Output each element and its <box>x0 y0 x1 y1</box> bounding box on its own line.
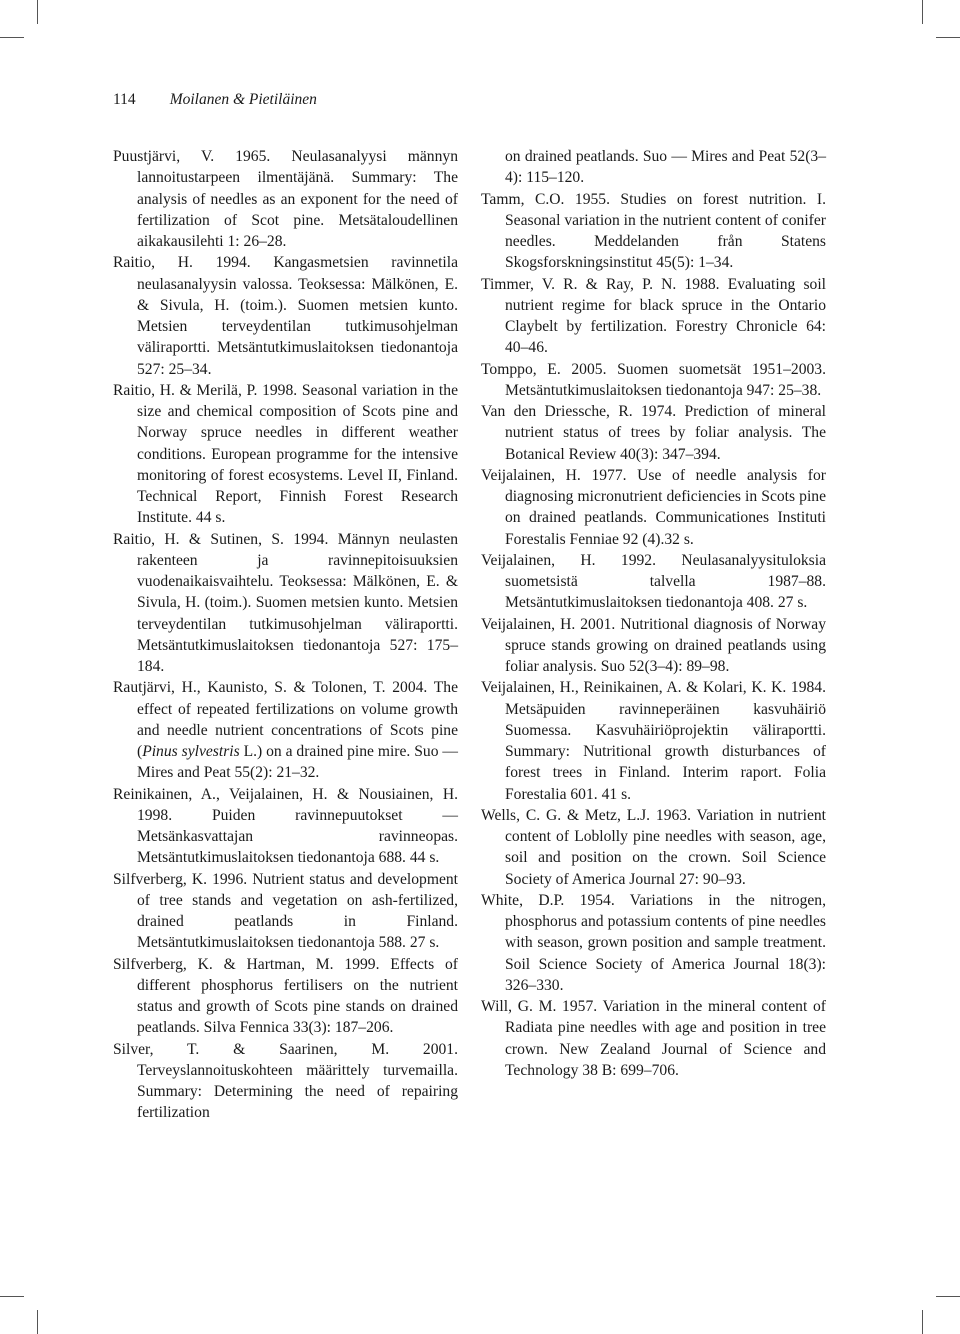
crop-mark <box>0 1296 24 1297</box>
crop-mark <box>936 1296 960 1297</box>
reference-entry: Will, G. M. 1957. Variation in the mineral content of Radiata pine needles with age and position in tree crown. New Zealand Journal of Science and Technology 38 B: 699–706. <box>481 998 826 1079</box>
reference-entry: Rautjärvi, H., Kaunisto, S. & Tolonen, T. 2004. The effect of repeated fertilizations on volume growth and needle nutrient concentrations of Scots pine (Pinus sylvestris L.) on a drained pine mire. Suo — Mires and Peat 55(2): 21–32. <box>113 679 458 782</box>
crop-mark <box>936 37 960 38</box>
reference-entry: Van den Driessche, R. 1974. Prediction of mineral nutrient status of trees by foliar analysis. The Botanical Review 40(3): 347–394. <box>481 403 826 463</box>
reference-entry: Silver, T. & Saarinen, M. 2001. Terveyslannoituskohteen määrittely turvemailla. Summary: Determining the need of repairing fertilization <box>113 1040 458 1122</box>
page-number: 114 <box>113 91 136 108</box>
crop-mark <box>922 1310 923 1334</box>
reference-entry: Raitio, H. & Sutinen, S. 1994. Männyn neulasten rakenteen ja ravinnepitoisuuksien vuodenaikaisvaihtelu. Teoksessa: Mälkönen, E. & Sivula, H. (toim.). Suomen metsien kunto. Metsien terveydentilan tutkimusohjelman väliraportti. Metsäntutkimuslaitoksen tiedonantoja 527: 175–184. <box>113 530 458 675</box>
reference-entry: Veijalainen, H., Reinikainen, A. & Kolari, K. K. 1984. Metsäpuiden ravinneperäinen kasvuhäiriö Suomessa. Kasvuhäiriöprojektin väliraportti. Summary: Nutritional growth disturbances of forest trees in Finland. Interim raport. Folia Forestalia 601. 41 s. <box>481 679 826 803</box>
species-name: Pinus sylvestris <box>142 743 240 760</box>
reference-entry: Timmer, V. R. & Ray, P. N. 1988. Evaluating soil nutrient regime for black spruce in the Ontario Claybelt by fertilization. Forestry Chronicle 64: 40–46. <box>481 275 826 357</box>
reference-entry: Veijalainen, H. 1992. Neulasanalyysituloksia suometsistä talvella 1987–88. Metsäntutkimuslaitoksen tiedonantoja 408. 27 s. <box>481 551 826 612</box>
reference-entry: Raitio, H. 1994. Kangasmetsien ravinnetila neulasanalyysin valossa. Teoksessa: Mälkönen, E. & Sivula, H. (toim.). Suomen metsien kunto. Metsien terveydentilan tutkimusohjelman väliraportti. Metsäntutkimuslaitoksen tiedonantoja 527: 25–34. <box>113 254 458 378</box>
reference-entry: Tamm, C.O. 1955. Studies on forest nutrition. I. Seasonal variation in the nutrient content of conifer needles. Meddelanden från Statens Skogsforskningsinstitut 45(5): 1–34. <box>481 190 826 272</box>
reference-entry: Silfverberg, K. & Hartman, M. 1999. Effects of different phosphorus fertilisers on the nutrient status and growth of Scots pine stands on drained peatlands. Silva Fennica 33(3): 187–206. <box>113 955 458 1037</box>
running-authors: Moilanen & Pietiläinen <box>169 91 317 108</box>
reference-entry: Silfverberg, K. 1996. Nutrient status and development of tree stands and vegetation on ash-fertilized, drained peatlands in Finland. Metsäntutkimuslaitoksen tiedonantoja 588. 27 s. <box>113 870 458 952</box>
running-header <box>113 90 317 110</box>
references-left-column <box>113 146 458 1124</box>
reference-entry: Reinikainen, A., Veijalainen, H. & Nousiainen, H. 1998. Puiden ravinnepuutokset — Metsänkasvattajan ravinneopas. Metsäntutkimuslaitoksen tiedonantoja 688. 44 s. <box>113 785 458 867</box>
references-right-column <box>481 146 826 1081</box>
reference-entry: Puustjärvi, V. 1965. Neulasanalyysi männyn lannoitustarpeen ilmentäjänä. Summary: The analysis of needles as an exponent for the need of fertilization of Scot pine. Metsätaloudellinen aikakausilehti 1: 26–28. <box>113 148 458 250</box>
reference-entry: Wells, C. G. & Metz, L.J. 1963. Variation in nutrient content of Loblolly pine needles with season, age, soil and position on the crown. Soil Science Society of America Journal 27: 90–93. <box>481 806 826 888</box>
reference-entry: Veijalainen, H. 2001. Nutritional diagnosis of Norway spruce stands growing on drained peatlands using foliar analysis. Suo 52(3–4): 89–98. <box>481 615 826 675</box>
crop-mark <box>0 37 24 38</box>
reference-entry: White, D.P. 1954. Variations in the nitrogen, phosphorus and potassium contents of pine needles with season, grown position and sample treatment. Soil Science Society of America Journal 18(3): 326–330. <box>481 891 826 994</box>
crop-mark <box>37 0 38 24</box>
crop-mark <box>922 0 923 24</box>
reference-entry: Raitio, H. & Merilä, P. 1998. Seasonal variation in the size and chemical composition of Scots pine and Norway spruce needles in different weather conditions. European programme for the intensive monitoring of forest ecosystems. Level II, Finland. Technical Report, Finnish Forest Research Institute. 44 s. <box>113 381 458 527</box>
reference-entry: Tomppo, E. 2005. Suomen suometsät 1951–2003. Metsäntutkimuslaitoksen tiedonantoja 947: 25–38. <box>481 360 826 399</box>
reference-continuation: on drained peatlands. Suo — Mires and Peat 52(3–4): 115–120. <box>505 148 826 187</box>
crop-mark <box>37 1310 38 1334</box>
reference-entry: Veijalainen, H. 1977. Use of needle analysis for diagnosing micronutrient deficiencies in Scots pine on drained peatlands. Communicationes Instituti Forestalis Fenniae 92 (4).32 s. <box>481 466 826 548</box>
